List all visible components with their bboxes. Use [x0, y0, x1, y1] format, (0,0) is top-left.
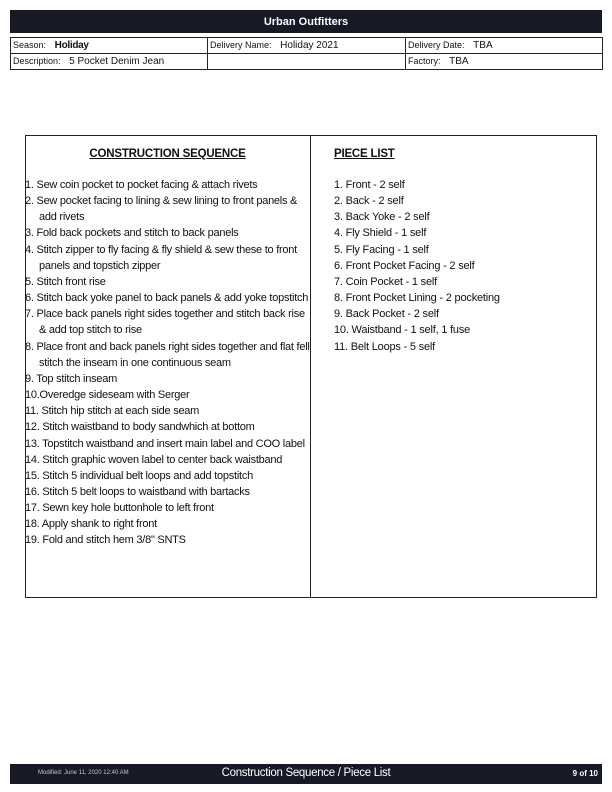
- list-item: 19. Fold and stitch hem 3/8" SNTS: [25, 534, 186, 547]
- list-item: 16. Stitch 5 belt loops to waistband with bartacks: [25, 485, 250, 498]
- list-item: 8. Place front and back panels right sides together and flat fell stitch the inseam in one continuous seam: [25, 340, 310, 369]
- list-item: 10.Overedge sideseam with Serger: [25, 389, 190, 402]
- list-item: 12. Stitch waistband to body sandwhich at bottom: [25, 421, 255, 434]
- season-value: Holiday: [54, 40, 89, 51]
- delivery-date-cell: [406, 38, 603, 54]
- info-row: [11, 54, 603, 70]
- list-item: 10. Waistband - 1 self, 1 fuse: [334, 324, 471, 337]
- factory-cell: [406, 54, 603, 70]
- description-label: Description:: [13, 56, 61, 66]
- factory-value: TBA: [449, 56, 469, 67]
- description-cell: [11, 54, 208, 70]
- list-item: 6. Stitch back yoke panel to back panels & add yoke topstitch: [25, 292, 309, 305]
- list-item: 6. Front Pocket Facing - 2 self: [334, 259, 475, 272]
- factory-label: Factory:: [408, 56, 441, 66]
- list-item: 18. Apply shank to right front: [25, 518, 157, 531]
- piece-list: [334, 177, 596, 355]
- info-row: [11, 38, 603, 54]
- list-item: 5. Fly Facing - 1 self: [334, 243, 429, 256]
- list-item: 15. Stitch 5 individual belt loops and add topstitch: [25, 469, 253, 482]
- description-value: 5 Pocket Denim Jean: [69, 56, 165, 67]
- list-item: 14. Stitch graphic woven label to center back waistband: [25, 453, 283, 466]
- footer-bar: [10, 764, 602, 784]
- page-number: 9 of 10: [572, 769, 598, 778]
- list-item: 4. Fly Shield - 1 self: [334, 227, 427, 240]
- season-label: Season:: [13, 40, 47, 50]
- list-item: 2. Sew pocket facing to lining & sew lining to front panels & add rivets: [25, 195, 298, 224]
- list-item: 1. Front - 2 self: [334, 179, 405, 191]
- list-item: 9. Top stitch inseam: [25, 372, 118, 385]
- delivery-name-value: Holiday 2021: [280, 40, 339, 51]
- list-item: 13. Topstitch waistband and insert main label and COO label: [25, 437, 305, 450]
- list-item: 9. Back Pocket - 2 self: [334, 308, 439, 321]
- delivery-date-value: TBA: [473, 40, 493, 51]
- list-item: 5. Stitch front rise: [25, 275, 106, 288]
- list-item: 7. Coin Pocket - 1 self: [334, 275, 438, 288]
- construction-heading: CONSTRUCTION SEQUENCE: [89, 148, 246, 160]
- list-item: 8. Front Pocket Lining - 2 pocketing: [334, 292, 500, 305]
- delivery-name-label: Delivery Name:: [210, 40, 272, 50]
- brand-name: Urban Outfitters: [263, 15, 349, 28]
- list-item: 17. Sewn key hole buttonhole to left front: [25, 502, 214, 515]
- list-item: 11. Stitch hip stitch at each side seam: [25, 405, 200, 418]
- empty-cell: [208, 54, 406, 70]
- list-item: 4. Stitch zipper to fly facing & fly shield & sew these to front panels and topstich zipper: [25, 243, 297, 272]
- list-item: 3. Back Yoke - 2 self: [334, 211, 430, 224]
- modified-date: Modified: June 11, 2020 12:40 AM: [38, 770, 129, 776]
- piece-list-heading: PIECE LIST: [334, 148, 395, 160]
- construction-list: [25, 177, 313, 549]
- footer-title: Construction Sequence / Piece List: [221, 767, 391, 779]
- info-table: [10, 37, 603, 70]
- season-cell: [11, 38, 208, 54]
- delivery-date-label: Delivery Date:: [408, 40, 465, 50]
- list-item: 7. Place back panels right sides together and stitch back rise & add top stitch to rise: [25, 308, 305, 337]
- list-item: 11. Belt Loops - 5 self: [334, 340, 435, 353]
- brand-header: [10, 10, 602, 33]
- list-item: 2. Back - 2 self: [334, 195, 404, 208]
- delivery-name-cell: [208, 38, 406, 54]
- list-item: 1. Sew coin pocket to pocket facing & attach rivets: [25, 179, 258, 191]
- list-item: 3. Fold back pockets and stitch to back panels: [25, 227, 239, 240]
